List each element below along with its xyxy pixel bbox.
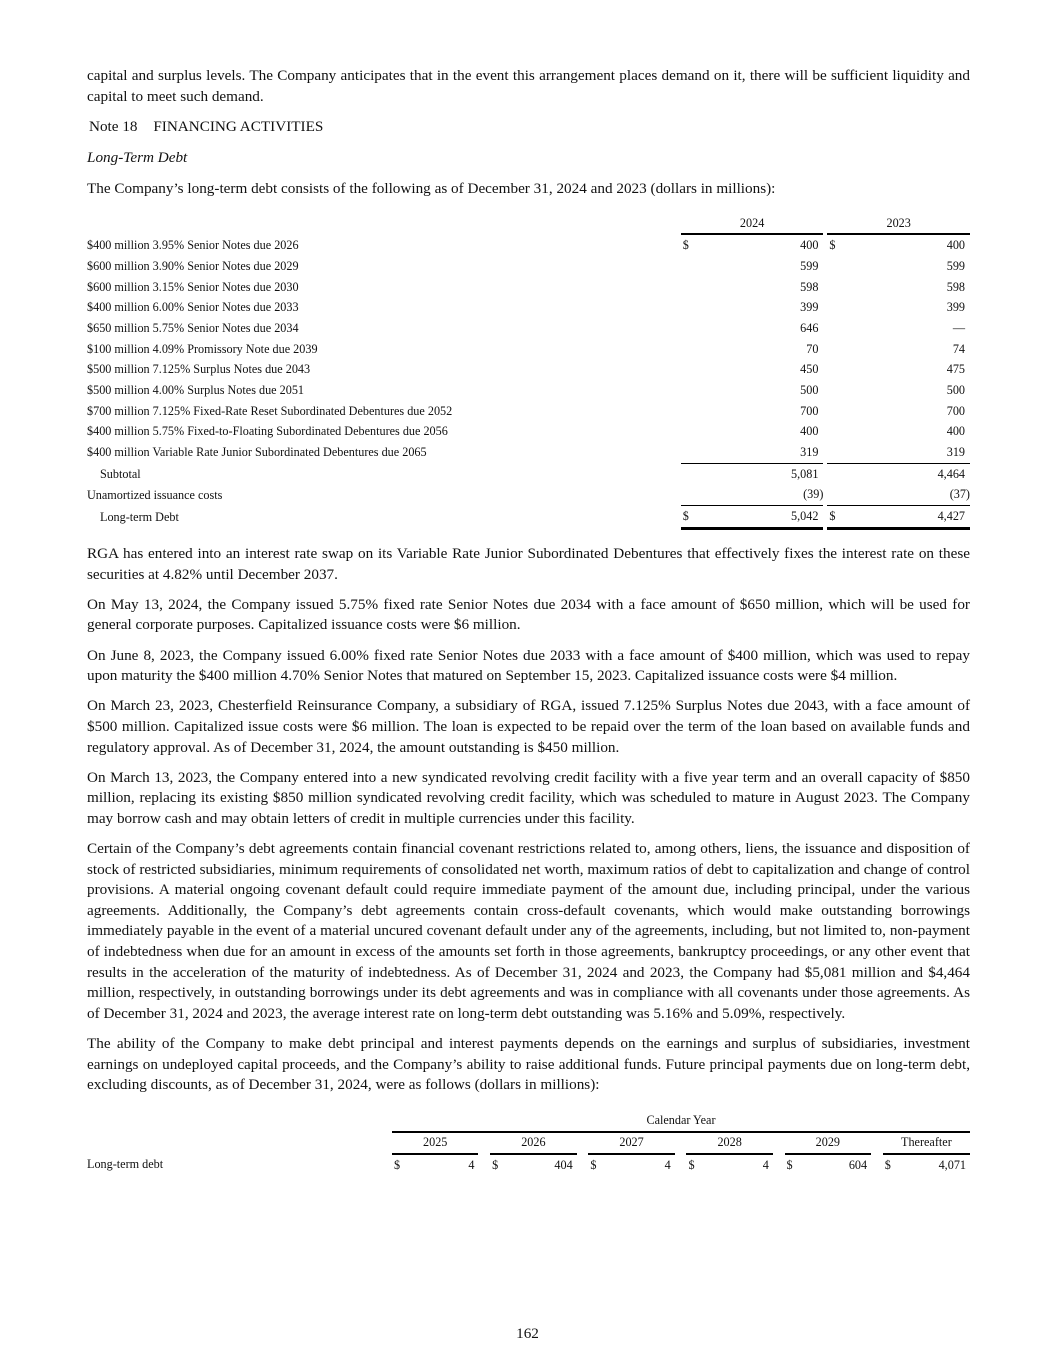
value-2024: 400 — [800, 238, 819, 253]
payment-value: 4 — [664, 1157, 671, 1172]
row-label: $500 million 4.00% Surplus Notes due 2051 — [87, 383, 305, 398]
payment-value: 4 — [468, 1157, 475, 1172]
subtotal-row — [87, 463, 970, 484]
row-label: $400 million 5.75% Fixed-to-Floating Subordinated Debentures due 2056 — [87, 424, 448, 439]
row-label: $400 million 3.95% Senior Notes due 2026 — [87, 237, 299, 252]
currency-symbol: $ — [786, 1157, 793, 1172]
year-column-header: 2028 — [686, 1132, 772, 1154]
currency-symbol — [681, 277, 697, 298]
currency-symbol — [681, 485, 697, 506]
currency-symbol — [827, 318, 843, 339]
payment-value: 4 — [762, 1157, 769, 1172]
debt-row — [87, 234, 970, 256]
body-paragraph: On June 8, 2023, the Company issued 6.00% fixed rate Senior Notes due 2033 with a face amount of $400 million, which was used to repay upon maturity the $400 million 4.70% Senior Notes that matured on September 15, 2023. Capitalized issuance costs were $4 million. — [87, 646, 970, 685]
payment-value: 604 — [848, 1157, 868, 1172]
value-2023: 598 — [946, 279, 965, 294]
section-subheading: Long-Term Debt — [87, 148, 188, 166]
row-label: Long-term Debt — [100, 509, 179, 524]
currency-symbol — [827, 360, 843, 381]
value-2023: 319 — [946, 445, 965, 460]
value-2024: 399 — [800, 300, 819, 315]
currency-symbol — [681, 422, 697, 443]
value-2023: 599 — [946, 258, 965, 273]
year-column-header: 2026 — [490, 1132, 577, 1154]
intro-continuation-paragraph: capital and surplus levels. The Company anticipates that in the event this arrangement places demand on it, there will be sufficient liquidity and capital to meet such demand. — [87, 67, 970, 105]
currency-symbol — [827, 442, 843, 463]
currency-symbol — [681, 401, 697, 422]
currency-symbol — [827, 380, 843, 401]
calendar-year-header: Calendar Year — [392, 1110, 970, 1132]
currency-symbol: $ — [827, 506, 843, 529]
body-paragraphs — [87, 544, 970, 1096]
debt-table-header-row — [87, 213, 970, 234]
year-column-header: 2029 — [785, 1132, 872, 1154]
currency-symbol — [681, 463, 697, 484]
year-column-header: 2025 — [392, 1132, 478, 1154]
calendar-year-header-row — [87, 1110, 970, 1132]
note-heading — [89, 117, 970, 137]
value-2023: (37) — [949, 487, 970, 502]
value-2024: 598 — [800, 279, 819, 294]
currency-symbol: $ — [682, 238, 689, 253]
value-2023: 399 — [946, 300, 965, 315]
value-2023: 4,427 — [843, 506, 970, 529]
page-number: 162 — [516, 1325, 539, 1342]
value-2023: 500 — [946, 383, 965, 398]
currency-symbol — [827, 422, 843, 443]
value-2023: 74 — [952, 341, 965, 356]
value-2024: 500 — [800, 383, 819, 398]
year-column-header: 2027 — [588, 1132, 674, 1154]
value-2024: 5,081 — [697, 463, 824, 484]
row-label: $400 million Variable Rate Junior Subordinated Debentures due 2065 — [87, 445, 427, 460]
body-paragraph: The ability of the Company to make debt principal and interest payments depends on the earnings and surplus of subsidiaries, investment earnings on undeployed capital proceeds, and the Company’s ability to raise additional funds. Future principal payments due on long-term debt, excluding discounts, as of December 31, 2024, were as follows (dollars in millions): — [87, 1035, 970, 1094]
body-paragraph: RGA has entered into an interest rate swap on its Variable Rate Junior Subordinated Debentures that effectively fixes the interest rate on these securities at 4.82% until December 2037. — [87, 545, 970, 583]
currency-symbol — [681, 256, 697, 277]
currency-symbol — [827, 297, 843, 318]
value-2024: 319 — [800, 445, 819, 460]
payment-value: 404 — [554, 1157, 573, 1172]
row-label: $600 million 3.15% Senior Notes due 2030 — [87, 279, 299, 294]
row-label: $400 million 6.00% Senior Notes due 2033 — [87, 300, 299, 315]
debt-row — [87, 442, 970, 463]
value-2024: 70 — [806, 341, 819, 356]
currency-symbol: $ — [884, 1157, 891, 1172]
value-2024: 5,042 — [697, 506, 824, 529]
body-paragraph: On March 23, 2023, Chesterfield Reinsurance Company, a subsidiary of RGA, issued 7.125% Surplus Notes due 2043, with a face amount of $500 million. Capitalized issue costs were $6 million. The loan is expected to be repaid over the term of the loan based on available funds and regulatory approval. As of December 31, 2024, the amount outstanding is $450 million. — [87, 697, 970, 756]
debt-row — [87, 360, 970, 381]
currency-symbol — [827, 277, 843, 298]
row-label: $600 million 3.90% Senior Notes due 2029 — [87, 258, 299, 273]
currency-symbol — [681, 318, 697, 339]
debt-row — [87, 339, 970, 360]
body-paragraph: On March 13, 2023, the Company entered into a new syndicated revolving credit facility with a five year term and an overall capacity of $850 million, replacing its existing $850 million syndicated revolving credit facility, which was scheduled to mature in August 2023. The Company may borrow cash and may obtain letters of credit in multiple currencies under this facility. — [87, 768, 970, 827]
row-label: $650 million 5.75% Senior Notes due 2034 — [87, 320, 299, 335]
debt-row — [87, 256, 970, 277]
value-2023: 400 — [946, 238, 965, 253]
table-row — [87, 1154, 970, 1176]
value-2024: 450 — [800, 362, 819, 377]
body-paragraph: On May 13, 2024, the Company issued 5.75% fixed rate Senior Notes due 2034 with a face amount of $650 million, which will be used for general corporate purposes. Capitalized issuance costs were $6 million. — [87, 595, 970, 634]
currency-symbol: $ — [829, 238, 836, 253]
currency-symbol — [681, 380, 697, 401]
note-title: FINANCING ACTIVITIES — [153, 117, 324, 135]
row-label: Long-term debt — [87, 1157, 164, 1172]
total-row — [87, 506, 970, 529]
value-2023: 700 — [946, 403, 965, 418]
principal-payments-table — [87, 1110, 970, 1176]
row-label: $500 million 7.125% Surplus Notes due 2043 — [87, 362, 311, 377]
row-label: Unamortized issuance costs — [87, 487, 223, 502]
payment-value: 4,071 — [938, 1157, 966, 1172]
debt-row — [87, 318, 970, 339]
value-2023: 475 — [946, 362, 965, 377]
currency-symbol — [827, 256, 843, 277]
value-2024: 599 — [800, 258, 819, 273]
currency-symbol — [827, 485, 843, 506]
year-header-row — [87, 1132, 970, 1154]
column-header-2024: 2024 — [681, 213, 824, 234]
currency-symbol — [681, 360, 697, 381]
debt-table-intro: The Company’s long-term debt consists of the following as of December 31, 2024 and 2023 (dollars in millions): — [87, 179, 776, 197]
document-page — [87, 66, 970, 1176]
currency-symbol — [681, 297, 697, 318]
currency-symbol — [827, 401, 843, 422]
currency-symbol — [681, 442, 697, 463]
value-2024: 646 — [800, 320, 819, 335]
value-2024: 700 — [800, 403, 819, 418]
debt-row — [87, 422, 970, 443]
long-term-debt-table — [87, 213, 970, 530]
value-2023: — — [952, 320, 965, 335]
row-label: $100 million 4.09% Promissory Note due 2039 — [87, 341, 318, 356]
debt-row — [87, 277, 970, 298]
currency-symbol: $ — [688, 1157, 695, 1172]
body-paragraph: Certain of the Company’s debt agreements contain financial covenant restrictions related to, among others, liens, the issuance and disposition of stock of restricted subsidiaries, minimum requirements of consolidated net worth, maximum ratios of debt to capitalization and change of control provisions. A material ongoing covenant default could require immediate payment of the amount due, including principal, under the various agreements. Additionally, the Company’s debt agreements contain cross-default covenants, which would make outstanding borrowings immediately payable in the event of a material uncured covenant default under any of the agreements, including, but not limited to, non-payment of indebtedness when due for an amount in excess of the amounts set forth in those agreements, bankruptcy proceedings, or any other event that results in the acceleration of the maturity of indebtedness. As of December 31, 2024 and 2023, the Company had $5,081 million and $4,464 million, respectively, in outstanding borrowings under its debt agreements and was in compliance with all covenants under those agreements. As of December 31, 2024 and 2023, the average interest rate on long-term debt outstanding was 5.16% and 5.09%, respectively. — [87, 840, 970, 1022]
currency-symbol: $ — [590, 1157, 597, 1172]
row-label: Subtotal — [100, 466, 141, 481]
row-label: $700 million 7.125% Fixed-Rate Reset Subordinated Debentures due 2052 — [87, 403, 453, 418]
year-column-header: Thereafter — [883, 1132, 970, 1154]
currency-symbol: $ — [492, 1157, 499, 1172]
debt-row — [87, 380, 970, 401]
unamortized-costs-row — [87, 485, 970, 506]
currency-symbol: $ — [394, 1157, 401, 1172]
currency-symbol — [827, 463, 843, 484]
debt-row — [87, 297, 970, 318]
value-2024: 400 — [800, 424, 819, 439]
currency-symbol — [827, 339, 843, 360]
value-2023: 4,464 — [843, 463, 970, 484]
currency-symbol — [681, 339, 697, 360]
column-header-2023: 2023 — [827, 213, 970, 234]
debt-row — [87, 401, 970, 422]
note-number: Note 18 — [89, 117, 138, 135]
value-2024: (39) — [803, 487, 824, 502]
value-2023: 400 — [946, 424, 965, 439]
currency-symbol: $ — [681, 506, 697, 529]
